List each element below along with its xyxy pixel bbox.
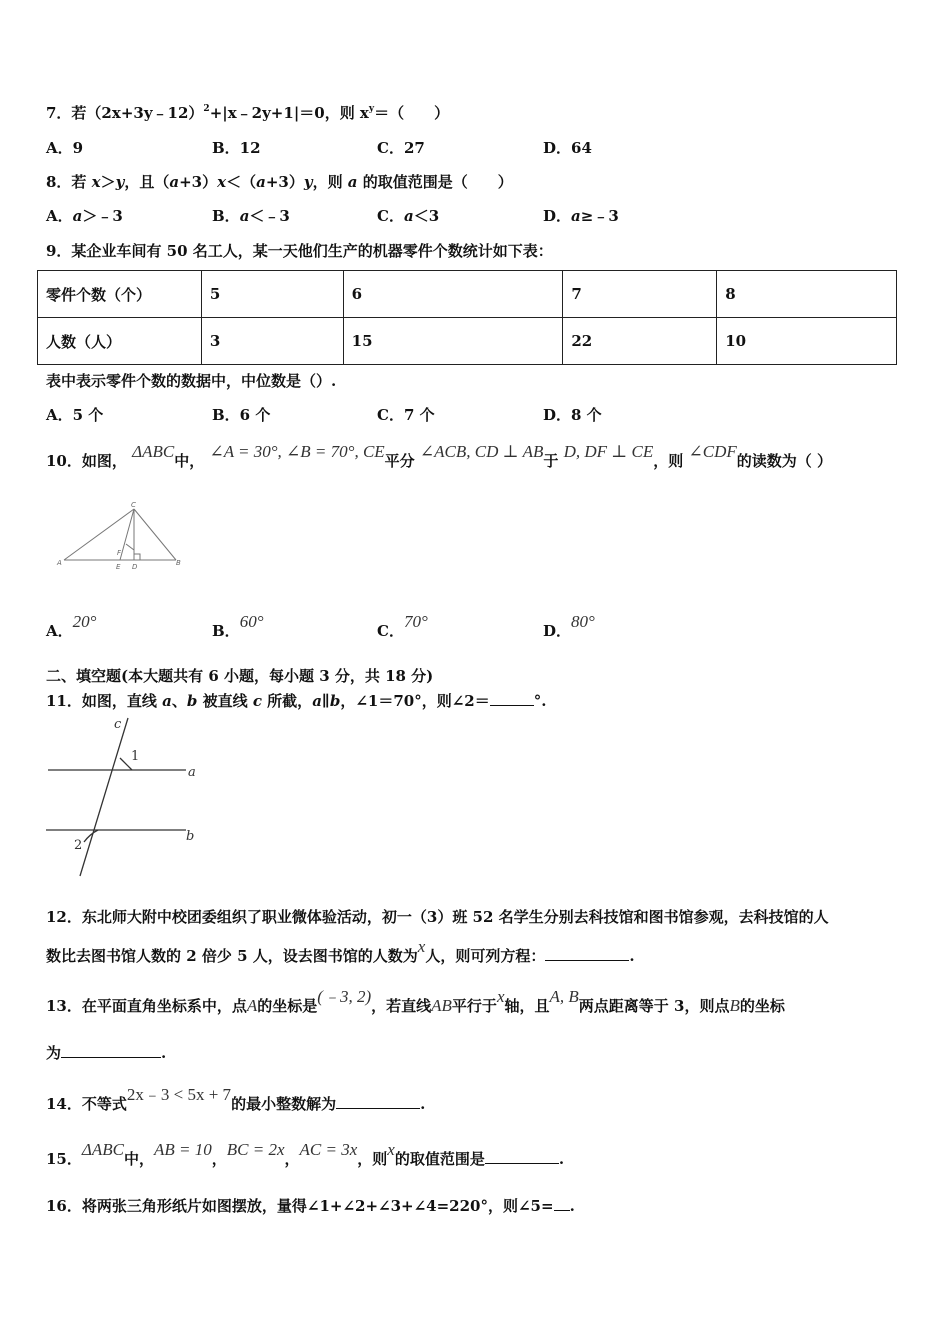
q10-option-label: A． xyxy=(46,622,73,640)
q10-stem-part: ，则 xyxy=(653,452,684,470)
q10-math: ΔABC xyxy=(132,442,175,461)
q10-option-value: 80° xyxy=(571,612,595,631)
answer-blank[interactable] xyxy=(336,1094,420,1109)
q8-stem-part: +3） xyxy=(179,173,218,191)
q8-stem-part: ，则 xyxy=(312,173,348,191)
table-cell: 6 xyxy=(343,271,563,318)
q8-option-label: B． xyxy=(212,207,240,225)
fig-label-f: F xyxy=(117,549,122,557)
q8-var: x xyxy=(217,173,227,191)
q13-coordinate: (﹣3, 2) xyxy=(317,987,372,1006)
q13-line2 xyxy=(46,1042,166,1063)
q14-inequality: 2x﹣3 < 5x + 7 xyxy=(126,1085,232,1104)
q10-option-label: D． xyxy=(543,622,572,640)
q10-option-d xyxy=(543,612,595,641)
q10-stem-part: 中， xyxy=(174,452,205,470)
q11-var: c xyxy=(252,692,262,710)
answer-blank[interactable] xyxy=(490,691,534,706)
q13-stem-part: 13．在平面直角坐标系中，点 xyxy=(46,997,247,1015)
q10-math: ∠ACB, CD ⊥ AB xyxy=(419,442,544,461)
q8-option-label: C． xyxy=(377,207,404,225)
q13-stem-part: 为 xyxy=(46,1044,62,1062)
q8-option-d xyxy=(543,205,619,226)
answer-blank[interactable] xyxy=(61,1043,161,1058)
q14-stem-part: 14．不等式 xyxy=(46,1095,127,1113)
q15-stem-part: 的取值范围是 xyxy=(394,1150,485,1168)
table-cell: 15 xyxy=(343,318,563,365)
q8-stem-part: 的取值范围是（ ） xyxy=(357,173,513,191)
fig-label-c: C xyxy=(131,501,136,509)
q13-stem-part: 的坐标是 xyxy=(257,997,318,1015)
q11-stem-part: ，∠1＝70°，则∠2＝ xyxy=(340,692,490,710)
q8-option-text: ＜3 xyxy=(413,207,440,225)
q13-stem-part: 的坐标 xyxy=(739,997,785,1015)
q11-parallel-lines-figure xyxy=(40,712,210,882)
q16-stem-part: . xyxy=(569,1197,575,1215)
table-cell: 10 xyxy=(717,318,897,365)
q8-stem-part: 8．若 xyxy=(46,173,92,191)
q15-math: BC = 2x xyxy=(226,1140,285,1159)
fig-label-b: B xyxy=(176,559,181,567)
q8-stem-part: +3） xyxy=(265,173,304,191)
q11-stem xyxy=(46,690,546,711)
fig-label-d: D xyxy=(132,563,138,571)
q10-option-label: B． xyxy=(212,622,240,640)
q13-var: A xyxy=(246,996,258,1015)
table-row xyxy=(38,318,897,365)
q10-math: D, DF ⊥ CE xyxy=(563,442,654,461)
q16-stem xyxy=(46,1195,575,1216)
q13-var: AB xyxy=(431,996,452,1015)
q15-stem-part: ，则 xyxy=(357,1150,388,1168)
q8-var: a xyxy=(347,173,358,191)
q12-line1: 12．东北师大附中校团委组织了职业微体验活动，初一（3）班 52 名学生分别去科技馆和图书馆参观，去科技馆的人 xyxy=(46,908,829,926)
q11-stem-part: 11．如图，直线 xyxy=(46,692,163,710)
q10-option-value: 70° xyxy=(403,612,428,631)
q15-stem-part: 15． xyxy=(46,1150,82,1168)
q7-exponent: 2 xyxy=(203,104,210,114)
table-cell: 3 xyxy=(201,318,343,365)
answer-blank[interactable] xyxy=(485,1149,559,1164)
q7-exponent: y xyxy=(368,104,375,114)
q8-option-a xyxy=(46,205,123,226)
q9-option-d: D．8 个 xyxy=(543,406,602,424)
fig-label-a: A xyxy=(57,559,62,567)
q8-stem-part: ，且（ xyxy=(124,173,170,191)
q13-stem-part: 平行于 xyxy=(451,997,497,1015)
q13-var: x xyxy=(496,987,505,1006)
q9-option-c: C．7 个 xyxy=(377,406,435,424)
q8-var: a xyxy=(256,173,266,191)
q8-stem xyxy=(46,171,513,192)
q11-stem-part: 所截， xyxy=(261,692,313,710)
q12-stem-part: 人，则可列方程： xyxy=(425,947,546,965)
table-cell: 22 xyxy=(563,318,717,365)
q15-math: AB = 10 xyxy=(153,1140,212,1159)
q13-line1 xyxy=(46,987,785,1016)
q8-option-var: a xyxy=(403,207,414,225)
q8-option-b xyxy=(212,205,290,226)
fig-label-1: 1 xyxy=(131,749,140,764)
q15-stem xyxy=(46,1140,565,1169)
answer-blank[interactable] xyxy=(545,946,629,961)
q9-option-b: B．6 个 xyxy=(212,406,271,424)
q10-stem-part: 10．如图， xyxy=(46,452,127,470)
table-cell: 5 xyxy=(201,271,343,318)
q8-option-label: D． xyxy=(543,207,572,225)
q8-option-var: a xyxy=(239,207,250,225)
q15-var: x xyxy=(387,1140,395,1159)
q12-stem-part: . xyxy=(629,947,635,965)
q13-var: A, B xyxy=(549,987,579,1006)
table-cell: 人数（人） xyxy=(38,318,202,365)
q8-stem-part: ＜（ xyxy=(226,173,257,191)
q11-stem-part: °. xyxy=(533,692,547,710)
q11-stem-part: 、 xyxy=(171,692,187,710)
q11-var: b xyxy=(186,692,198,710)
q11-stem-part: 被直线 xyxy=(197,692,253,710)
q14-stem-part: . xyxy=(420,1095,426,1113)
q15-math: AC = 3x xyxy=(299,1140,358,1159)
q10-option-label: C． xyxy=(377,622,404,640)
q8-option-label: A． xyxy=(46,207,73,225)
q8-var: x xyxy=(91,173,101,191)
q9-stem: 9．某企业车间有 50 名工人，某一天他们生产的机器零件个数统计如下表： xyxy=(46,242,553,260)
answer-blank[interactable] xyxy=(554,1196,570,1211)
table-row xyxy=(38,271,897,318)
q7-option-b: B．12 xyxy=(212,139,261,157)
q7-option-c: C．27 xyxy=(377,139,425,157)
q9-after-text: 表中表示零件个数的数据中，中位数是（）. xyxy=(46,372,337,390)
q12-stem-part: 数比去图书馆人数的 2 倍少 5 人，设去图书馆的人数为 xyxy=(46,947,418,965)
q8-option-var: a xyxy=(571,207,581,225)
q12-var: x xyxy=(417,937,426,956)
fig-label-e: E xyxy=(116,563,121,571)
q10-math: ∠A = 30°, ∠B = 70°, CE xyxy=(209,442,385,461)
q11-var: a xyxy=(162,692,172,710)
q10-stem-part: 于 xyxy=(543,452,559,470)
q13-stem-part: 轴，且 xyxy=(504,997,550,1015)
q15-stem-part: ， xyxy=(211,1150,227,1168)
q7-stem-part: 7．若（2x+3y﹣12） xyxy=(46,104,204,122)
q10-stem-part: 平分 xyxy=(384,452,415,470)
table-cell: 零件个数（个） xyxy=(38,271,202,318)
q13-stem-part: ，若直线 xyxy=(371,997,432,1015)
q15-math: ΔABC xyxy=(81,1140,124,1159)
q7-stem-part: ＝（ ） xyxy=(374,104,450,122)
q10-math: ∠CDF xyxy=(688,442,737,461)
q10-triangle-figure xyxy=(54,498,194,574)
q13-stem-part: . xyxy=(161,1044,167,1062)
q15-stem-part: ， xyxy=(284,1150,300,1168)
q13-stem-part: 两点距离等于 3，则点 xyxy=(578,997,730,1015)
q12-line2 xyxy=(46,937,635,966)
q8-option-var: a xyxy=(72,207,83,225)
q10-option-value: 60° xyxy=(239,612,264,631)
q8-option-text: ≥﹣3 xyxy=(580,207,619,225)
q16-stem-part: 16．将两张三角形纸片如图摆放，量得∠1+∠2+∠3+∠4=220°，则∠5= xyxy=(46,1197,554,1215)
table-cell: 8 xyxy=(717,271,897,318)
q7-stem xyxy=(46,102,449,123)
q8-var: y xyxy=(115,173,125,191)
q9-table xyxy=(37,270,897,365)
q10-option-a xyxy=(46,612,97,641)
q14-stem xyxy=(46,1085,426,1114)
q8-option-c xyxy=(377,205,439,226)
q8-option-text: ＜﹣3 xyxy=(249,207,290,225)
q15-stem-part: 中， xyxy=(123,1150,154,1168)
q13-var: B xyxy=(729,996,740,1015)
q7-stem-part: +|x﹣2y+1|＝0，则 x xyxy=(209,104,369,122)
q15-stem-part: . xyxy=(558,1150,565,1168)
q11-var: a∥b xyxy=(312,692,341,710)
q8-var: y xyxy=(303,173,313,191)
q14-stem-part: 的最小整数解为 xyxy=(231,1095,337,1113)
section-heading: 二、填空题(本大题共有 6 小题，每小题 3 分，共 18 分) xyxy=(46,667,434,685)
q10-option-value: 20° xyxy=(72,612,97,631)
fig-label-c: c xyxy=(114,717,122,732)
q7-option-d: D．64 xyxy=(543,139,592,157)
fig-label-2: 2 xyxy=(74,838,83,853)
q8-stem-part: ＞ xyxy=(100,173,116,191)
q9-option-a: A．5 个 xyxy=(46,406,104,424)
q7-option-a: A．9 xyxy=(46,139,84,157)
q10-option-b xyxy=(212,612,264,641)
q10-stem-part: 的读数为（ ） xyxy=(736,452,832,470)
q8-option-text: ＞﹣3 xyxy=(82,207,123,225)
q8-var: a xyxy=(169,173,180,191)
fig-label-a: a xyxy=(188,765,196,780)
fig-label-b: b xyxy=(186,829,195,844)
q10-option-c xyxy=(377,612,428,641)
table-cell: 7 xyxy=(563,271,717,318)
q10-stem xyxy=(46,442,832,471)
